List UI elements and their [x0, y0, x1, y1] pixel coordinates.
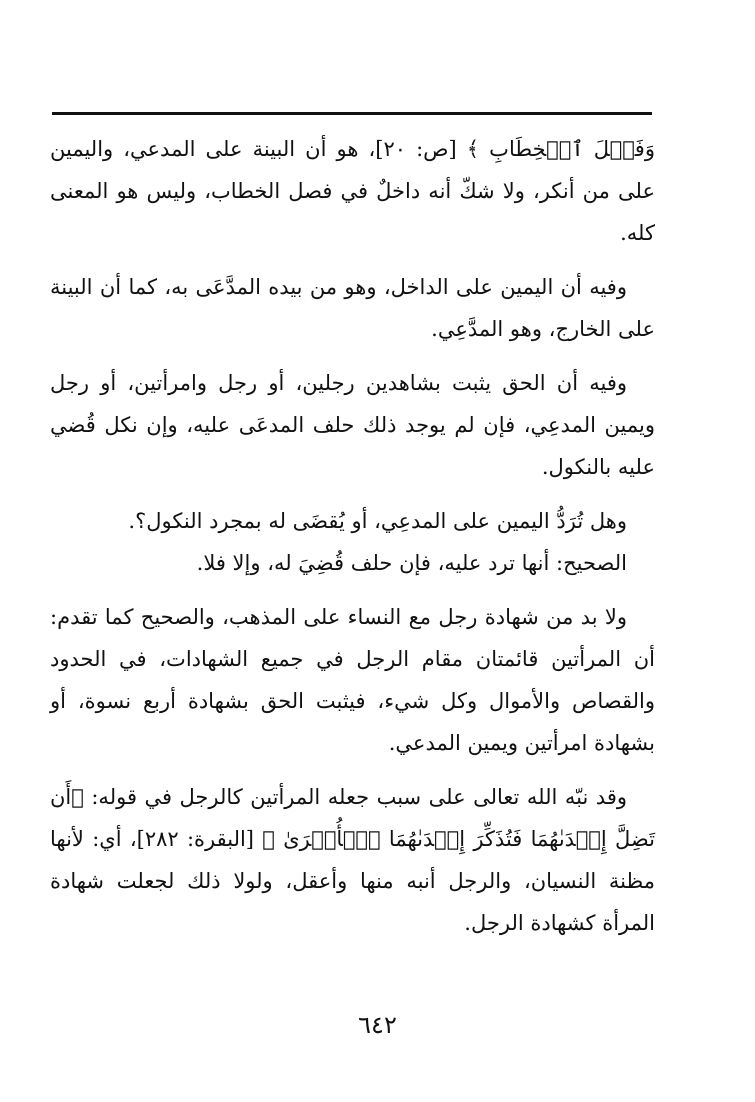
- paragraph-radd-yamin: وهل تُرَدُّ اليمين على المدعِي، أو يُقضَى له بمجرد النكول؟.: [128, 509, 627, 533]
- paragraph-sahih: الصحيح: أنها ترد عليه، فإن حلف قُضِيَ له، وإلا فلا.: [196, 551, 627, 575]
- paragraph-tanbih: وقد نبّه الله تعالى على سبب جعله المرأتين كالرجل في قوله: ﴿أَن تَضِلَّ إِحۡدَىٰهُمَا فَتُذَكِّرَ إِحۡدَىٰهُمَا ٱلۡأُخۡرَىٰ ﴾ [البقرة: ٢٨٢]، أي: لأنها مظنة النسيان، والرجل أنبه منها وأعقل، ولولا ذلك لجعلت شهادة المرأة كشهادة الرجل.: [50, 785, 655, 935]
- paragraph-yamin-dakhil: وفيه أن اليمين على الداخل، وهو من بيده المدَّعَى به، كما أن البينة على الخارج، وهو المدَّعِي.: [50, 275, 655, 341]
- paragraph-thubut-haqq: وفيه أن الحق يثبت بشاهدين رجلين، أو رجل وامرأتين، أو رجل ويمين المدعِي، فإن لم يوجد ذلك حلف المدعَى عليه، وإن نكل قُضي عليه بالنكول.: [50, 371, 655, 479]
- paragraph-shahadat-nisa: ولا بد من شهادة رجل مع النساء على المذهب، والصحيح كما تقدم: أن المرأتين قائمتان مقام الرجل في جميع الشهادات، في الحدود والقصاص والأموال وكل شيء، فيثبت الحق بشهادة أربع نسوة، أو بشهادة امرأتين ويمين المدعي.: [50, 605, 655, 755]
- header-rule: [52, 112, 652, 115]
- page-body: [50, 128, 655, 944]
- page-number: ٦٤٢: [358, 1011, 397, 1039]
- paragraph-continuation: وَفَصۡلَ ٱلۡخِطَابِ ﴾ [ص: ٢٠]، هو أن البينة على المدعي، واليمين على من أنكر، ولا شكّ أنه داخلٌ في فصل الخطاب، وليس هو المعنى كله.: [50, 137, 655, 245]
